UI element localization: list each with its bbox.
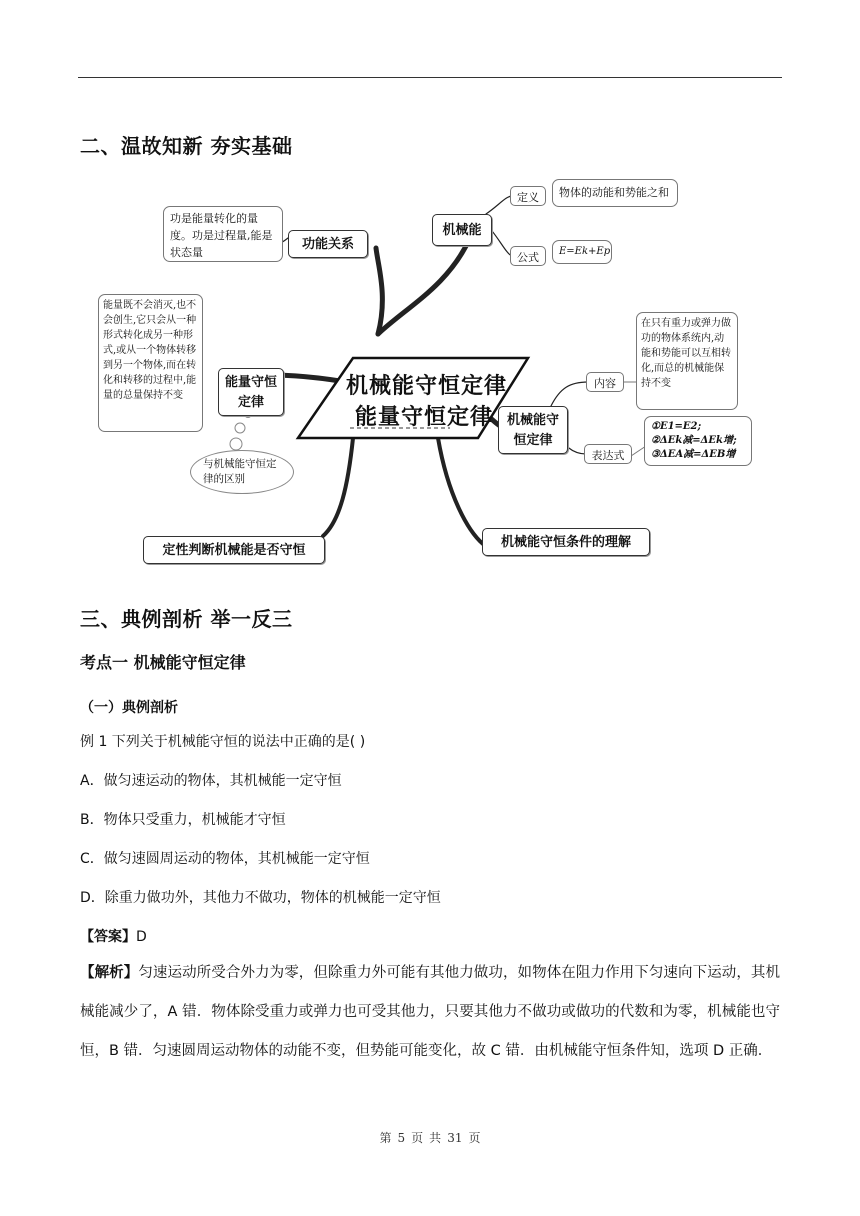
content-text: 在只有重力或弹力做功的物体系统内,动能和势能可以互相转化,而总的机械能保持不变 (636, 312, 738, 410)
page-number: 5 (397, 1131, 406, 1145)
example-1-question: 例 1 下列关于机械能守恒的说法中正确的是( ) (80, 734, 366, 750)
definition-text: 物体的动能和势能之和 (552, 179, 678, 207)
sub-heading-example: （一）典例剖析 (80, 700, 178, 716)
section-3-title: 三、典例剖析 举一反三 (80, 607, 293, 631)
branch-judge (323, 438, 353, 536)
option-a: A．做匀速运动的物体，其机械能一定守恒 (80, 773, 342, 789)
formula-text: E=Ek+Ep (552, 240, 612, 264)
answer-value: D (136, 929, 147, 945)
answer-line (80, 926, 147, 946)
nengliang-node: 能量守恒定律 (218, 368, 284, 416)
option-c: C．做匀速圆周运动的物体，其机械能一定守恒 (80, 851, 370, 867)
nengliang-note: 能量既不会消灭,也不会创生,它只会从一种形式转化成另一种形式,或从一个物体转移到另一个物体,而在转化和转移的过程中,能量的总量保持不变 (98, 294, 203, 432)
center-title-line2: 能量守恒定律 (355, 404, 494, 430)
expression-label: 表达式 (584, 444, 632, 464)
judge-node: 定性判断机械能是否守恒 (143, 536, 325, 564)
answer-label: 【答案】 (80, 929, 136, 945)
branch-gongneng (376, 248, 382, 334)
analysis-text: 匀速运动所受合外力为零，但除重力外可能有其他力做功，如物体在阻力作用下匀速向下运动，其机械能减少了，A 错．物体除受重力或弹力也可受其他力，只要其他力不做功或做功的代数和为零，机械能也守恒，B 错．匀速圆周运动物体的动能不变，但势能可能变化，故 C 错．由机械能守恒条件知，选项 D 正确． (80, 965, 780, 1059)
content-label: 内容 (586, 372, 624, 392)
option-b: B．物体只受重力，机械能才守恒 (80, 812, 286, 828)
analysis-label: 【解析】 (80, 965, 139, 981)
header-rule (78, 77, 782, 78)
page-footer: 第 5 页 共 31 页 (379, 1131, 481, 1145)
expression-2: ②ΔEk减=ΔEk增; (651, 435, 737, 446)
total-pages: 31 (447, 1131, 463, 1145)
analysis-paragraph (80, 954, 780, 1071)
shouheng-node: 机械能守恒定律 (498, 406, 568, 454)
expression-1: ①E1=E2; (651, 421, 702, 432)
connector-content (551, 382, 588, 406)
connector-def (486, 196, 512, 214)
branch-condition (438, 438, 483, 544)
thought-bubble-dots (230, 411, 252, 451)
definition-label: 定义 (510, 186, 546, 206)
formula-label: 公式 (510, 246, 546, 266)
condition-node: 机械能守恒条件的理解 (482, 528, 650, 556)
gongneng-note: 功是能量转化的量度。功是过程量,能是状态量 (163, 206, 283, 262)
section-2-title: 二、温故知新 夯实基础 (80, 134, 293, 158)
center-title-line1: 机械能守恒定律 (346, 373, 508, 399)
branch-jixieneng (378, 238, 470, 334)
kaodian-1-title: 考点一 机械能守恒定律 (80, 653, 246, 672)
gongneng-node: 功能关系 (288, 230, 368, 258)
difference-bubble: 与机械能守恒定律的区别 (190, 450, 294, 494)
expression-box (644, 416, 752, 466)
mind-map (78, 176, 780, 570)
jixieneng-node: 机械能 (432, 214, 492, 246)
expression-3: ③ΔEA减=ΔEB增 (651, 449, 736, 460)
option-d: D．除重力做功外，其他力不做功，物体的机械能一定守恒 (80, 890, 441, 906)
